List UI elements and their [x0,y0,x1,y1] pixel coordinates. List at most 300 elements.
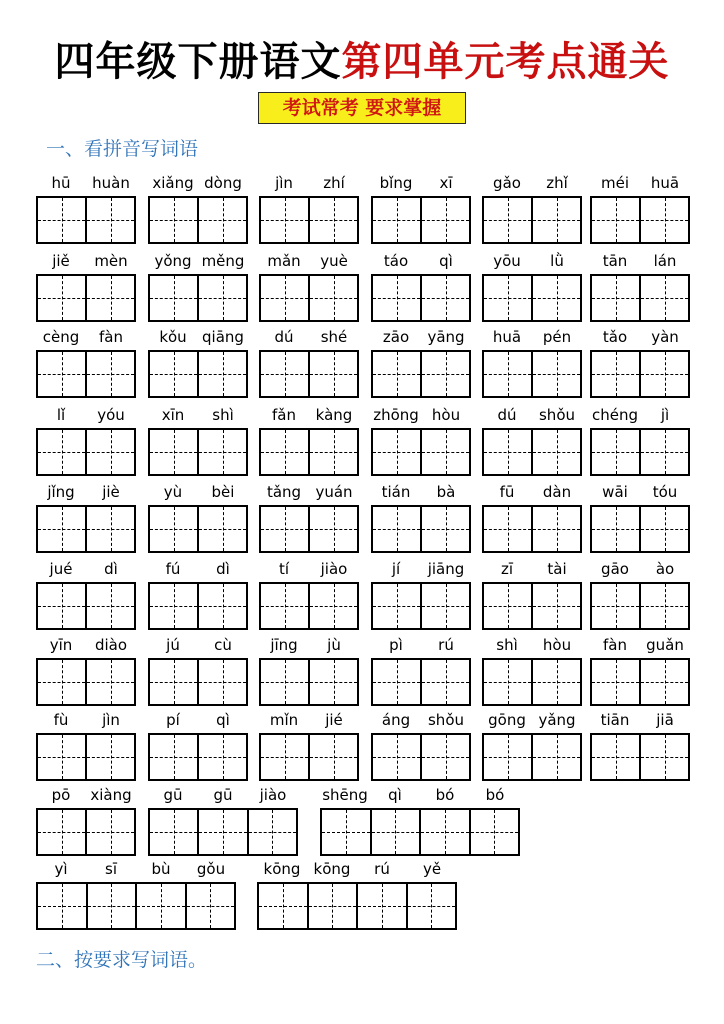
pinyin-syllable: lǐ [56,406,66,424]
word-item [36,252,136,322]
writing-cell[interactable] [592,430,641,474]
pinyin-label [148,328,248,350]
pinyin-syllable: yuán [315,483,353,501]
pinyin-label [371,711,471,733]
writing-cell[interactable] [38,198,87,242]
writing-cell[interactable] [641,430,688,474]
pinyin-syllable: hū [51,174,71,192]
tianzige-grid[interactable] [482,582,582,630]
pinyin-label [36,860,236,882]
tianzige-grid[interactable] [320,808,520,856]
pinyin-syllable: mǎn [267,252,301,270]
pinyin-syllable: rú [374,860,390,878]
writing-cell[interactable] [373,430,422,474]
word-item [259,483,359,553]
writing-cell[interactable] [310,430,357,474]
writing-cell[interactable] [309,884,359,928]
tianzige-grid[interactable] [36,658,136,706]
writing-cell[interactable] [261,276,310,320]
pinyin-syllable: chéng [591,406,639,424]
pinyin-syllable: qiāng [202,328,244,346]
word-item [259,174,359,244]
pinyin-syllable: xīn [161,406,185,424]
tianzige-grid[interactable] [148,196,248,244]
pinyin-syllable: fàn [603,636,627,654]
tianzige-grid[interactable] [482,658,582,706]
word-item [148,483,248,553]
writing-cell[interactable] [187,884,235,928]
word-item [371,174,471,244]
writing-cell[interactable] [87,430,134,474]
writing-cell[interactable] [38,352,87,396]
word-item [148,636,248,706]
tianzige-grid[interactable] [257,882,457,930]
pinyin-syllable: fàn [99,328,123,346]
pinyin-label [36,560,136,582]
tianzige-grid[interactable] [482,428,582,476]
pinyin-label [259,406,359,428]
tianzige-grid[interactable] [371,196,471,244]
tianzige-grid[interactable] [148,658,248,706]
pinyin-syllable: kōng [313,860,351,878]
pinyin-syllable: tǎo [602,328,628,346]
tianzige-grid[interactable] [482,274,582,322]
tianzige-grid[interactable] [482,196,582,244]
pinyin-syllable: mǐn [269,711,299,729]
writing-cell[interactable] [533,276,580,320]
tianzige-grid[interactable] [259,196,359,244]
writing-cell[interactable] [484,660,533,704]
writing-cell[interactable] [533,352,580,396]
writing-cell[interactable] [199,352,246,396]
writing-cell[interactable] [641,198,688,242]
word-item [36,860,236,930]
writing-cell[interactable] [38,884,88,928]
tianzige-grid[interactable] [148,582,248,630]
pinyin-syllable: yì [54,860,68,878]
word-item [36,328,136,398]
exam-badge: 考试常考 要求掌握 [258,92,466,124]
pinyin-label [148,636,248,658]
writing-cell[interactable] [421,810,471,854]
writing-cell[interactable] [261,660,310,704]
writing-cell[interactable] [38,735,87,779]
pinyin-syllable: tóu [652,483,678,501]
tianzige-grid[interactable] [482,350,582,398]
writing-cell[interactable] [38,584,87,628]
pinyin-syllable: qì [388,786,402,804]
pinyin-syllable: méi [600,174,630,192]
pinyin-syllable: jiě [52,252,70,270]
pinyin-syllable: fū [499,483,515,501]
writing-cell[interactable] [533,198,580,242]
pinyin-label [590,174,690,196]
word-item [259,636,359,706]
writing-cell[interactable] [422,507,469,551]
writing-cell[interactable] [199,276,246,320]
writing-cell[interactable] [422,430,469,474]
pinyin-syllable: áng [381,711,411,729]
pinyin-label [257,860,457,882]
word-item [371,560,471,630]
pinyin-syllable: yōu [493,252,521,270]
pinyin-syllable: tiān [600,711,630,729]
pinyin-label [590,483,690,505]
pinyin-syllable: rú [438,636,454,654]
pinyin-label [36,328,136,350]
writing-cell[interactable] [484,507,533,551]
word-item [482,174,582,244]
writing-cell[interactable] [484,352,533,396]
word-item [259,252,359,322]
pinyin-syllable: sī [105,860,117,878]
writing-cell[interactable] [373,352,422,396]
pinyin-syllable: tài [547,560,567,578]
tianzige-grid[interactable] [259,350,359,398]
pinyin-syllable: jīng [270,636,298,654]
pinyin-syllable: bèi [211,483,235,501]
pinyin-syllable: dòng [204,174,242,192]
writing-cell[interactable] [533,507,580,551]
writing-cell[interactable] [150,584,199,628]
tianzige-grid[interactable] [371,505,471,553]
writing-cell[interactable] [484,276,533,320]
tianzige-grid[interactable] [590,505,690,553]
pinyin-syllable: zāo [382,328,410,346]
pinyin-syllable: fǎn [272,406,296,424]
word-item [148,252,248,322]
word-item [590,636,690,706]
word-item [148,406,248,476]
pinyin-syllable: jú [166,636,180,654]
pinyin-syllable: lǜ [550,252,564,270]
writing-cell[interactable] [150,430,199,474]
writing-cell[interactable] [150,735,199,779]
writing-cell[interactable] [641,276,688,320]
writing-cell[interactable] [38,660,87,704]
writing-cell[interactable] [592,276,641,320]
word-item [371,636,471,706]
tianzige-grid[interactable] [371,428,471,476]
writing-cell[interactable] [150,198,199,242]
pinyin-syllable: yǎng [538,711,576,729]
writing-cell[interactable] [150,660,199,704]
writing-cell[interactable] [87,276,134,320]
writing-cell[interactable] [373,507,422,551]
word-item [590,483,690,553]
tianzige-grid[interactable] [148,428,248,476]
writing-cell[interactable] [641,735,688,779]
word-item [259,406,359,476]
tianzige-grid[interactable] [590,274,690,322]
tianzige-grid[interactable] [371,658,471,706]
writing-cell[interactable] [408,884,456,928]
writing-cell[interactable] [484,584,533,628]
writing-cell[interactable] [641,584,688,628]
word-item [36,174,136,244]
pinyin-syllable: yě [422,860,442,878]
writing-cell[interactable] [484,735,533,779]
title-red: 第四单元考点通关 [341,39,670,85]
writing-cell[interactable] [310,735,357,779]
writing-cell[interactable] [150,507,199,551]
writing-cell[interactable] [373,660,422,704]
pinyin-syllable: jì [660,406,670,424]
writing-cell[interactable] [38,276,87,320]
tianzige-grid[interactable] [148,733,248,781]
writing-cell[interactable] [310,198,357,242]
pinyin-label [259,252,359,274]
pinyin-syllable: dì [216,560,230,578]
pinyin-syllable: qì [439,252,453,270]
writing-cell[interactable] [533,430,580,474]
pinyin-syllable: tǎng [266,483,302,501]
writing-cell[interactable] [199,507,246,551]
word-item [148,786,298,856]
writing-cell[interactable] [471,810,519,854]
word-item [482,711,582,781]
tianzige-grid[interactable] [148,505,248,553]
writing-cell[interactable] [150,276,199,320]
writing-cell[interactable] [373,198,422,242]
writing-cell[interactable] [261,352,310,396]
pinyin-label [371,328,471,350]
writing-cell[interactable] [592,198,641,242]
word-item [36,483,136,553]
title-black: 四年级下册语文 [54,39,342,85]
word-item [590,252,690,322]
writing-cell[interactable] [87,352,134,396]
writing-cell[interactable] [592,735,641,779]
writing-cell[interactable] [592,584,641,628]
tianzige-grid[interactable] [259,733,359,781]
writing-cell[interactable] [87,660,134,704]
word-item [482,406,582,476]
pinyin-label [590,252,690,274]
writing-cell[interactable] [310,352,357,396]
writing-cell[interactable] [87,735,134,779]
writing-cell[interactable] [372,810,422,854]
writing-cell[interactable] [38,810,87,854]
writing-cell[interactable] [199,198,246,242]
tianzige-grid[interactable] [590,733,690,781]
pinyin-label [148,174,248,196]
tianzige-grid[interactable] [482,733,582,781]
tianzige-grid[interactable] [36,733,136,781]
writing-cell[interactable] [199,735,246,779]
tianzige-grid[interactable] [259,274,359,322]
pinyin-syllable: kōng [263,860,301,878]
pinyin-label [148,711,248,733]
word-item [259,328,359,398]
writing-cell[interactable] [641,507,688,551]
tianzige-grid[interactable] [36,808,136,856]
pinyin-syllable: yàn [651,328,679,346]
pinyin-label [259,636,359,658]
pinyin-syllable: xiàng [90,786,132,804]
pinyin-syllable: dì [104,560,118,578]
pinyin-label [148,406,248,428]
word-item [371,406,471,476]
tianzige-grid[interactable] [148,808,298,856]
tianzige-grid[interactable] [482,505,582,553]
pinyin-label [371,636,471,658]
writing-cell[interactable] [310,660,357,704]
pinyin-syllable: zhōng [373,406,419,424]
pinyin-syllable: shé [320,328,348,346]
tianzige-grid[interactable] [36,428,136,476]
word-item [371,483,471,553]
writing-cell[interactable] [261,735,310,779]
pinyin-syllable: jiào [320,560,348,578]
tianzige-grid[interactable] [590,428,690,476]
pinyin-syllable: huàn [92,174,130,192]
writing-cell[interactable] [592,660,641,704]
pinyin-label [482,252,582,274]
tianzige-grid[interactable] [259,658,359,706]
writing-cell[interactable] [150,810,199,854]
writing-cell[interactable] [322,810,372,854]
pinyin-syllable: jù [327,636,341,654]
tianzige-grid[interactable] [36,196,136,244]
writing-cell[interactable] [199,584,246,628]
tianzige-grid[interactable] [590,196,690,244]
pinyin-syllable: kàng [315,406,353,424]
pinyin-syllable: fù [53,711,69,729]
pinyin-syllable: yāng [427,328,465,346]
pinyin-syllable: tián [381,483,411,501]
writing-cell[interactable] [249,810,296,854]
pinyin-syllable: pō [51,786,71,804]
pinyin-syllable: táo [383,252,409,270]
writing-cell[interactable] [422,660,469,704]
pinyin-syllable: gǎo [493,174,521,192]
writing-cell[interactable] [373,584,422,628]
writing-cell[interactable] [484,198,533,242]
tianzige-grid[interactable] [371,350,471,398]
tianzige-grid[interactable] [259,505,359,553]
pinyin-syllable: zī [500,560,514,578]
writing-cell[interactable] [310,584,357,628]
writing-cell[interactable] [261,507,310,551]
writing-cell[interactable] [199,660,246,704]
writing-cell[interactable] [261,198,310,242]
writing-cell[interactable] [88,884,138,928]
writing-cell[interactable] [422,276,469,320]
writing-cell[interactable] [373,276,422,320]
writing-cell[interactable] [137,884,187,928]
writing-cell[interactable] [87,507,134,551]
tianzige-grid[interactable] [36,882,236,930]
writing-cell[interactable] [641,660,688,704]
writing-cell[interactable] [484,430,533,474]
pinyin-label [482,174,582,196]
tianzige-grid[interactable] [259,428,359,476]
writing-cell[interactable] [422,735,469,779]
section-heading-requirements: 二、按要求写词语。 [36,949,208,971]
tianzige-grid[interactable] [36,582,136,630]
pinyin-label [590,406,690,428]
pinyin-syllable: zhí [323,174,345,192]
writing-cell[interactable] [261,584,310,628]
word-item [36,786,136,856]
tianzige-grid[interactable] [590,658,690,706]
writing-cell[interactable] [373,735,422,779]
pinyin-syllable: wāi [602,483,628,501]
writing-cell[interactable] [199,810,248,854]
tianzige-grid[interactable] [36,505,136,553]
word-item [148,711,248,781]
pinyin-syllable: jiè [102,483,120,501]
writing-cell[interactable] [533,660,580,704]
tianzige-grid[interactable] [36,274,136,322]
writing-cell[interactable] [259,884,309,928]
writing-cell[interactable] [38,507,87,551]
pinyin-label [590,711,690,733]
pinyin-label [482,711,582,733]
writing-cell[interactable] [310,276,357,320]
writing-cell[interactable] [592,352,641,396]
writing-cell[interactable] [199,430,246,474]
writing-cell[interactable] [87,198,134,242]
pinyin-syllable: pì [389,636,403,654]
writing-cell[interactable] [533,584,580,628]
tianzige-grid[interactable] [590,350,690,398]
pinyin-syllable: diào [94,636,128,654]
pinyin-syllable: gāo [601,560,629,578]
pinyin-syllable: dàn [542,483,572,501]
writing-cell[interactable] [87,810,134,854]
pinyin-label [36,252,136,274]
tianzige-grid[interactable] [259,582,359,630]
pinyin-syllable: gū [213,786,233,804]
tianzige-grid[interactable] [590,582,690,630]
pinyin-label [36,483,136,505]
pinyin-syllable: hòu [542,636,572,654]
pinyin-syllable: mèn [94,252,128,270]
writing-cell[interactable] [358,884,408,928]
pinyin-syllable: tí [278,560,290,578]
pinyin-syllable: bó [435,786,455,804]
writing-cell[interactable] [533,735,580,779]
pinyin-label [148,252,248,274]
writing-cell[interactable] [422,198,469,242]
tianzige-grid[interactable] [148,274,248,322]
writing-cell[interactable] [592,507,641,551]
writing-cell[interactable] [38,430,87,474]
writing-cell[interactable] [641,352,688,396]
pinyin-syllable: yīn [49,636,73,654]
writing-cell[interactable] [150,352,199,396]
tianzige-grid[interactable] [371,733,471,781]
pinyin-syllable: měng [201,252,245,270]
writing-cell[interactable] [422,352,469,396]
tianzige-grid[interactable] [36,350,136,398]
writing-cell[interactable] [310,507,357,551]
pinyin-syllable: dú [497,406,517,424]
pinyin-syllable: lán [653,252,677,270]
word-item [36,560,136,630]
word-item [590,711,690,781]
tianzige-grid[interactable] [148,350,248,398]
writing-cell[interactable] [422,584,469,628]
pinyin-label [36,406,136,428]
writing-cell[interactable] [87,584,134,628]
writing-cell[interactable] [261,430,310,474]
tianzige-grid[interactable] [371,274,471,322]
tianzige-grid[interactable] [371,582,471,630]
pinyin-label [259,174,359,196]
